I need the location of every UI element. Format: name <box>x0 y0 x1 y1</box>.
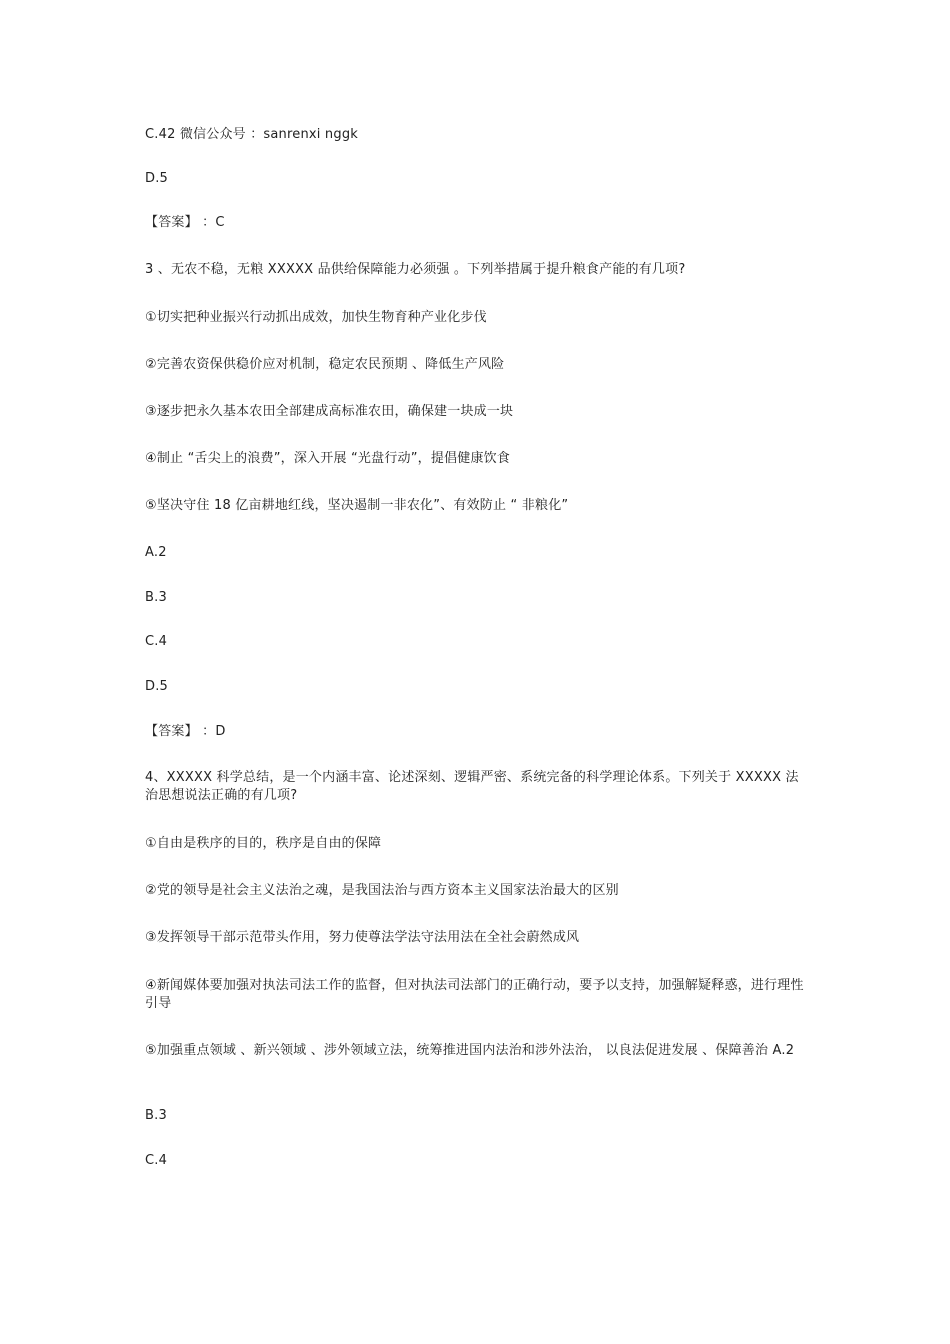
q3-item-1: ①切实把种业振兴行动抓出成效，加快生物育种产业化步伐 <box>145 310 487 325</box>
answer-label: 【答案】 ：D <box>145 724 226 739</box>
option-d: D.5 <box>145 679 169 694</box>
question-3: 3 、无农不稳，无粮 XXXXX 品供给保障能力必须强 。下列举措属于提升粮食产能的有几项? <box>145 262 686 277</box>
option-b: B.3 <box>145 1108 167 1123</box>
option-c: C.42 微信公众号 ：sanrenxi nggk <box>145 127 359 142</box>
q4-item-2: ②党的领导是社会主义法治之魂，是我国法治与西方资本主义国家法治最大的区别 <box>145 883 619 898</box>
question-4: 4、XXXXX 科学总结，是一个内涵丰富、论述深刻、逻辑严密、系统完备的科学理论体系。下列关于 XXXXX 法治思想说法正确的有几项? <box>145 770 799 803</box>
q4-item-4: ④新闻媒体要加强对执法司法工作的监督，但对执法司法部门的正确行动，要予以支持，加强解疑释惑，进行理性引导 <box>145 978 804 1011</box>
q3-item-4: ④制止 “舌尖上的浪费”，深入开展 “光盘行动”，提倡健康饮食 <box>145 451 511 466</box>
q3-item-2: ②完善农资保供稳价应对机制，稳定农民预期 、降低生产风险 <box>145 357 505 372</box>
option-c: C.4 <box>145 634 168 649</box>
q4-item-1: ①自由是秩序的目的，秩序是自由的保障 <box>145 836 382 851</box>
option-c: C.4 <box>145 1153 168 1168</box>
q4-item-3: ③发挥领导干部示范带头作用，努力使尊法学法守法用法在全社会蔚然成风 <box>145 930 580 945</box>
option-b: B.3 <box>145 590 167 605</box>
q4-item-5: ⑤加强重点领域 、新兴领域 、涉外领域立法，统筹推进国内法治和涉外法治， 以良法促进发展 、保障善治 A.2 <box>145 1043 795 1058</box>
q3-item-3: ③逐步把永久基本农田全部建成高标准农田，确保建一块成一块 <box>145 404 514 419</box>
option-d: D.5 <box>145 171 169 186</box>
answer-label: 【答案】 ：C <box>145 215 225 230</box>
option-a: A.2 <box>145 545 167 560</box>
q3-item-5: ⑤坚决守住 18 亿亩耕地红线，坚决遏制一非农化”、有效防止 “ 非粮化” <box>145 498 569 513</box>
